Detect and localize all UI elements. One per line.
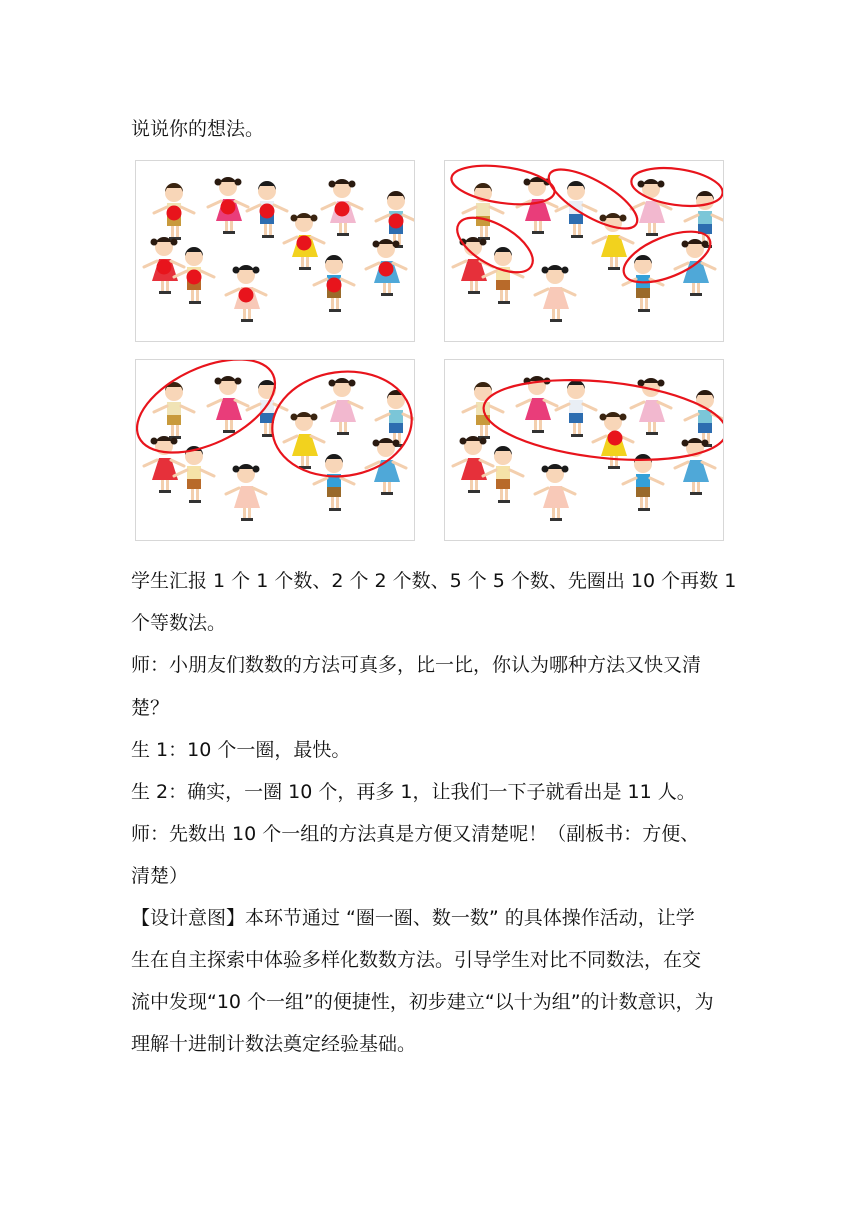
child-figure xyxy=(631,179,671,236)
red-dot-mark xyxy=(239,288,254,303)
image-panel-ten-plus-one xyxy=(444,359,724,541)
paragraph-line: 学生汇报 1 个 1 个数、2 个 2 个数、5 个 5 个数、先圈出 10 个再数 1 xyxy=(131,570,737,592)
child-figure xyxy=(535,265,575,322)
red-dot-mark xyxy=(167,206,182,221)
child-figure xyxy=(144,436,184,493)
children-circle-illustration xyxy=(136,360,414,540)
paragraph-line: 楚？ xyxy=(131,697,170,719)
child-figure xyxy=(483,446,523,503)
red-dot-mark xyxy=(379,262,394,277)
red-dot-mark xyxy=(221,200,236,215)
image-panel-dots xyxy=(135,160,415,342)
child-figure xyxy=(247,380,287,437)
child-figure xyxy=(453,237,493,294)
child-figure xyxy=(623,454,663,511)
child-figure xyxy=(535,464,575,521)
child-figure xyxy=(314,454,354,511)
paragraph-line: 清楚） xyxy=(131,865,189,887)
image-panel-fives xyxy=(135,359,415,541)
child-figure xyxy=(556,380,596,437)
red-dot-mark xyxy=(187,270,202,285)
child-figure xyxy=(623,255,663,312)
children-circle-illustration xyxy=(445,161,723,341)
red-dot-mark xyxy=(297,236,312,251)
red-dot-mark xyxy=(260,204,275,219)
red-circle-mark xyxy=(541,161,646,240)
child-figure xyxy=(284,412,324,469)
paragraph-line: 个等数法。 xyxy=(131,612,227,634)
paragraph-line: 理解十进制计数法奠定经验基础。 xyxy=(131,1033,417,1055)
child-figure xyxy=(208,376,248,433)
paragraph-line: 师：小朋友们数数的方法可真多，比一比，你认为哪种方法又快又清 xyxy=(131,654,702,676)
paragraph-line: 生 2：确实，一圈 10 个，再多 1，让我们一下子就看出是 11 人。 xyxy=(131,781,696,803)
child-figure xyxy=(685,390,723,447)
child-figure xyxy=(463,183,503,240)
red-dot-mark xyxy=(608,431,623,446)
paragraph-line: 生 1：10 个一圈，最快。 xyxy=(131,739,351,761)
children-circle-illustration xyxy=(136,161,414,341)
red-dot-mark xyxy=(389,214,404,229)
child-figure xyxy=(483,247,523,304)
paragraph-line: 生在自主探索中体验多样化数数方法。引导学生对比不同数法，在交 xyxy=(131,949,702,971)
red-dot-mark xyxy=(335,202,350,217)
red-dot-mark xyxy=(157,260,172,275)
image-panel-pairs xyxy=(444,160,724,342)
children-circle-illustration xyxy=(445,360,723,540)
paragraph-line: 流中发现“10 个一组”的便捷性，初步建立“以十为组”的计数意识，为 xyxy=(131,991,714,1013)
child-figure xyxy=(453,436,493,493)
paragraph-line: 师：先数出 10 个一组的方法真是方便又清楚呢！（副板书：方便、 xyxy=(131,823,700,845)
red-dot-mark xyxy=(327,278,342,293)
paragraph-line: 【设计意图】本环节通过 “圈一圈、数一数” 的具体操作活动，让学 xyxy=(131,907,695,929)
intro-text: 说说你的想法。 xyxy=(131,118,265,140)
child-figure xyxy=(174,446,214,503)
child-figure xyxy=(226,464,266,521)
child-figure xyxy=(322,378,362,435)
